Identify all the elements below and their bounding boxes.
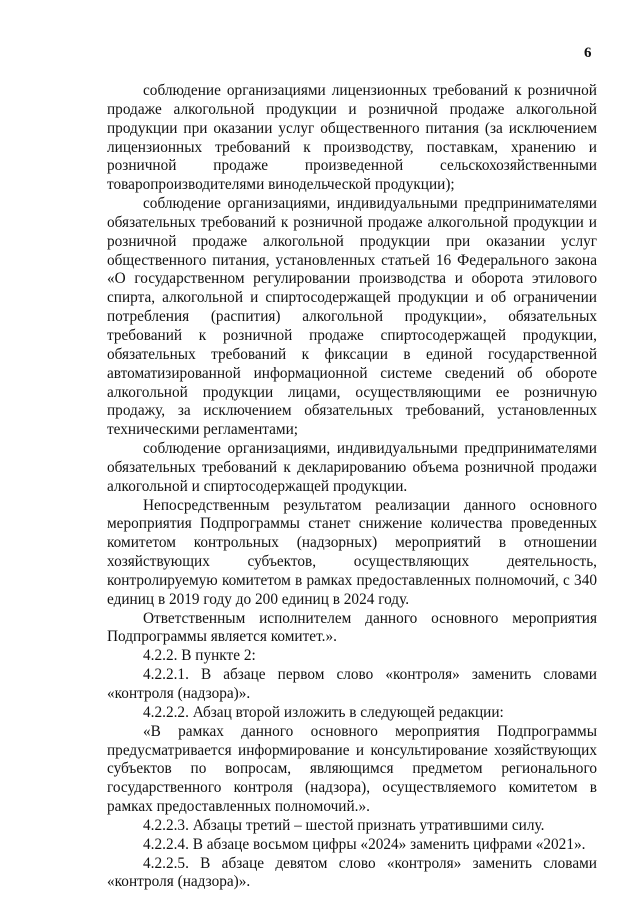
paragraph-new-wording: «В рамках данного основного мероприятия Подпрограммы предусматривается информирование и консультирование хозяйствующих субъектов по вопросам, являющимся предметом регионального государственного контроля (надзора), осуществляемого комитетом в рамках предоставленных полномочий.». xyxy=(107,722,597,816)
paragraph-4-2-2-3: 4.2.2.3. Абзацы третий – шестой признать утратившими силу. xyxy=(143,816,545,834)
page-number: 6 xyxy=(584,45,592,61)
paragraph-4-2-2-1: 4.2.2.1. В абзаце первом слово «контроля» заменить словами «контроля (надзора)». xyxy=(107,666,597,702)
paragraph-mandatory-retail-requirements: соблюдение организациями, индивидуальными предпринимателями обязательных требований к розничной продаже алкогольной продукции и розничной продаже алкогольной продукции при оказании услуг общественного питания, установленных статьей 16 Федерального закона «О государственном регулировании производства и оборота этилового спирта, алкогольной и спиртосодержащей продукции и об ограничении потребления (распития) алкогольной продукции», обязательных требований к розничной продаже спиртосодержащей продукции, обязательных требований к фиксации в единой государственной автоматизированной информационной системе сведений об обороте алкогольной продукции лицами, осуществляющими ее розничную продажу, за исключением обязательных требований, установленных техническими регламентами; xyxy=(107,195,597,439)
paragraph-direct-result: Непосредственным результатом реализации данного основного мероприятия Подпрограммы станет снижение количества проведенных комитетом контрольных (надзорных) мероприятий в отношении хозяйствующих субъектов, осуществляющих деятельность, контролируемую комитетом в рамках предоставленных полномочий, с 340 единиц в 2019 году до 200 единиц в 2024 году. xyxy=(107,496,597,608)
document-body xyxy=(107,82,597,892)
paragraph-responsible-executor: Ответственным исполнителем данного основного мероприятия Подпрограммы является комитет.». xyxy=(107,609,597,646)
paragraph-licensing-requirements: соблюдение организациями лицензионных требований к розничной продаже алкогольной продукции и розничной продаже алкогольной продукции при оказании услуг общественного питания (за исключением лицензионных требований к производству, поставкам, хранению и розничной продаже произведенной сельскохозяйственными товаропроизводителями винодельческой продукции); xyxy=(107,82,597,194)
paragraph-4-2-2-5: 4.2.2.5. В абзаце девятом слово «контроля» заменить словами «контроля (надзора)». xyxy=(107,854,597,891)
paragraph-4-2-2-4: 4.2.2.4. В абзаце восьмом цифры «2024» заменить цифрами «2021». xyxy=(143,835,586,853)
paragraph-4-2-2-2: 4.2.2.2. Абзац второй изложить в следующей редакции: xyxy=(143,703,504,721)
paragraph-4-2-2: 4.2.2. В пункте 2: xyxy=(143,647,256,665)
paragraph-declaration-requirements: соблюдение организациями, индивидуальными предпринимателями обязательных требований к декларированию объема розничной продажи алкогольной и спиртосодержащей продукции. xyxy=(107,440,597,495)
